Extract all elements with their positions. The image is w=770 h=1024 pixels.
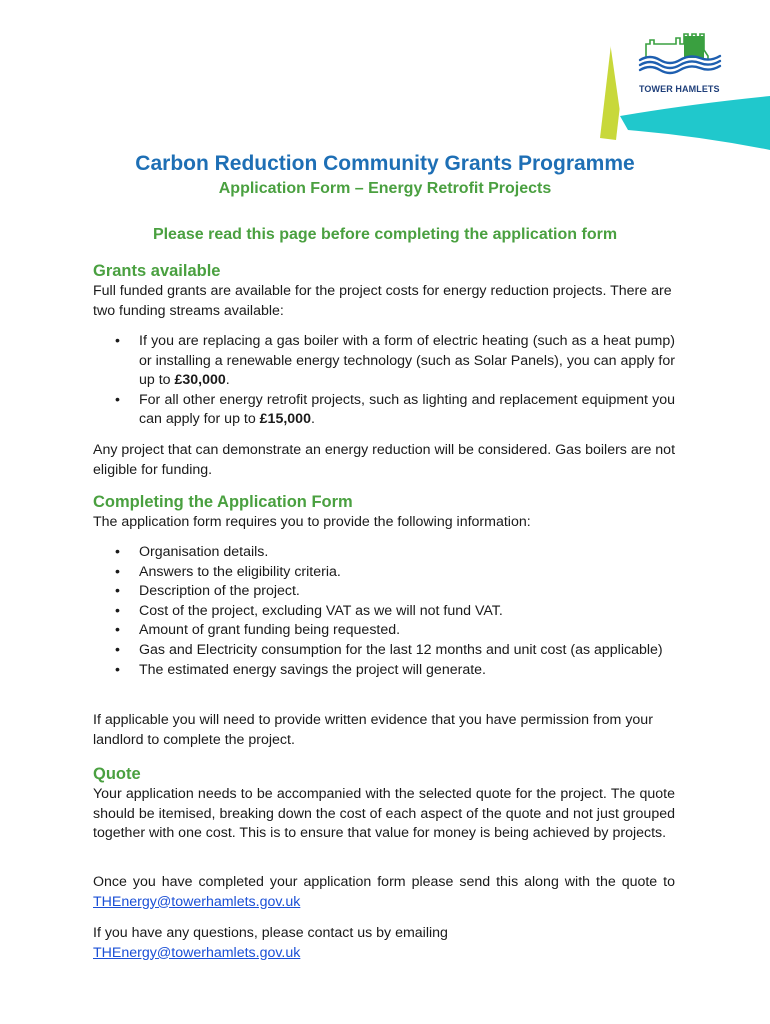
logo-text: TOWER HAMLETS [639,84,720,94]
grants-note: Any project that can demonstrate an energy reduction will be considered. Gas boilers are not eligible for funding. [93,442,676,478]
list-item: • Cost of the project, excluding VAT as we will not fund VAT. [93,602,675,622]
contact-email-link[interactable]: THEnergy@towerhamlets.gov.uk [93,944,301,961]
list-item: • Answers to the eligibility criteria. [93,563,675,583]
list-item: • For all other energy retrofit projects, such as lighting and replacement equipment you can apply for up to £15,000. [93,391,675,430]
bullet-text: For all other energy retrofit projects, such as lighting and replacement equipment you can apply for up to [139,391,675,428]
read-notice: Please read this page before completing the application form [152,226,618,243]
page-title: Carbon Reduction Community Grants Programme [135,152,635,175]
bullet-text: If you are replacing a gas boiler with a form of electric heating (such as a heat pump) or installing a renewable energy technology (such as Solar Panels), you can apply for up to [139,333,675,389]
completing-heading: Completing the Application Form [93,493,353,511]
list-item: • If you are replacing a gas boiler with a form of electric heating (such as a heat pump) or installing a renewable energy technology (such as Solar Panels), you can apply for up to £30,000. [93,332,675,391]
send-text: Once you have completed your application form please send this along with the quote to [93,874,675,890]
tower-hamlets-logo-icon [636,30,726,86]
grants-heading: Grants available [93,262,221,280]
list-item: • The estimated energy savings the project will generate. [93,661,675,681]
completing-note: If applicable you will need to provide written evidence that you have permission from your landlord to complete the project. [93,712,653,748]
grants-bullets [93,332,675,430]
quote-heading: Quote [93,765,141,783]
grants-note-block [93,441,675,480]
list-item: • Amount of grant funding being requested. [93,621,675,641]
list-item: • Gas and Electricity consumption for the last 12 months and unit cost (as applicable) [93,641,675,661]
send-block [93,873,675,912]
contact-text: If you have any questions, please contact us by emailing [93,925,448,941]
list-item: • Description of the project. [93,582,675,602]
page-subtitle: Application Form – Energy Retrofit Projects [218,180,552,197]
completing-note-block [93,711,675,750]
grants-intro: Full funded grants are available for the project costs for energy reduction projects. There are two funding streams available: [93,283,672,319]
email-link[interactable]: THEnergy@towerhamlets.gov.uk [93,893,301,910]
completing-list [93,543,675,680]
quote-section [93,763,675,844]
quote-body: Your application needs to be accompanied with the selected quote for the project. The quote should be itemised, breaking down the cost of each aspect of the quote and not just grouped together with one cost. This is to ensure that value for money is being achieved by projects. [93,786,675,842]
grants-section [93,260,675,321]
amount: £15,000 [259,411,311,428]
completing-section [93,491,675,533]
list-item: • Organisation details. [93,543,675,563]
completing-intro: The application form requires you to provide the following information: [93,514,531,530]
contact-block [93,924,675,963]
amount: £30,000 [174,372,226,389]
